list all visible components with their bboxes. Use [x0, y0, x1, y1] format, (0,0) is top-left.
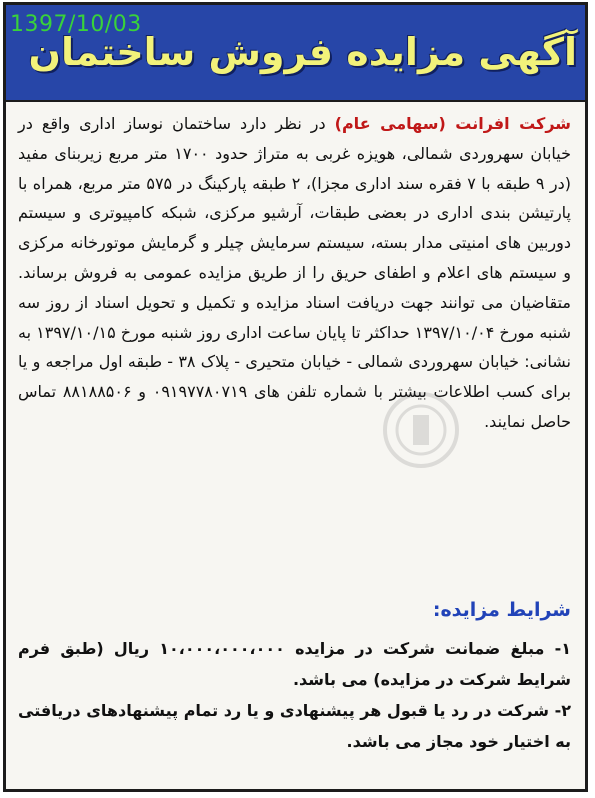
conditions-list: [18, 633, 571, 757]
advertisement: [3, 2, 588, 792]
body-paragraph: [18, 109, 571, 437]
body-text: در نظر دارد ساختمان نوساز اداری واقع در خیابان سهروردی شمالی، هویزه غربی به متراژ حدود ۱۷۰۰ متر مربع زیربنای مفید (در ۹ طبقه با ۷ فقره سند اداری مجزا)، ۲ طبقه پارکینگ در ۵۷۵ متر مربع، همراه با پارتیشن بندی اداری در بعضی طبقات، آرشیو مرکزی، شبکه کامپیوتری و سیستم دوربین های امنیتی مدار بسته، سیستم سرمایش چیلر و گرمایش موتورخانه مرکزی و سیستم های اعلام و اطفای حریق را از طریق مزایده عمومی به فروش برساند. متقاضیان می توانند جهت دریافت اسناد مزایده و تکمیل و تحویل اسناد از روز سه شنبه مورخ ۱۳۹۷/۱۰/۰۴ حداکثر تا پایان ساعت اداری روز شنبه مورخ ۱۳۹۷/۱۰/۱۵ به نشانی: خیابان سهروردی شمالی - خیابان متحیری - پلاک ۳۸ - طبقه اول مراجعه و یا برای کسب اطلاعات بیشتر با شماره تلفن های ۰۹۱۹۷۷۸۰۷۱۹ و ۸۸۱۸۸۵۰۶ تماس حاصل نمایند.: [18, 114, 572, 431]
ad-title: آگهی مزایده فروش ساختمان: [28, 30, 577, 74]
ad-body: [18, 109, 571, 437]
company-name: شرکت افرانت (سهامی عام): [334, 114, 572, 133]
watermark-logo-icon: [361, 385, 481, 475]
condition-item-2: ۲- شرکت در رد یا قبول هر پیشنهادی و یا رد تمام پیشنهادهای دریافتی به اختیار خود مجاز می باشد.: [18, 701, 571, 751]
conditions-title: شرایط مزایده:: [432, 599, 571, 621]
date-stamp: 1397/10/03: [10, 12, 142, 37]
condition-item-1: ۱- مبلغ ضمانت شرکت در مزایده ۱۰،۰۰۰،۰۰۰،۰۰۰ ریال (طبق فرم شرایط شرکت در مزایده) می باشد.: [18, 639, 571, 689]
